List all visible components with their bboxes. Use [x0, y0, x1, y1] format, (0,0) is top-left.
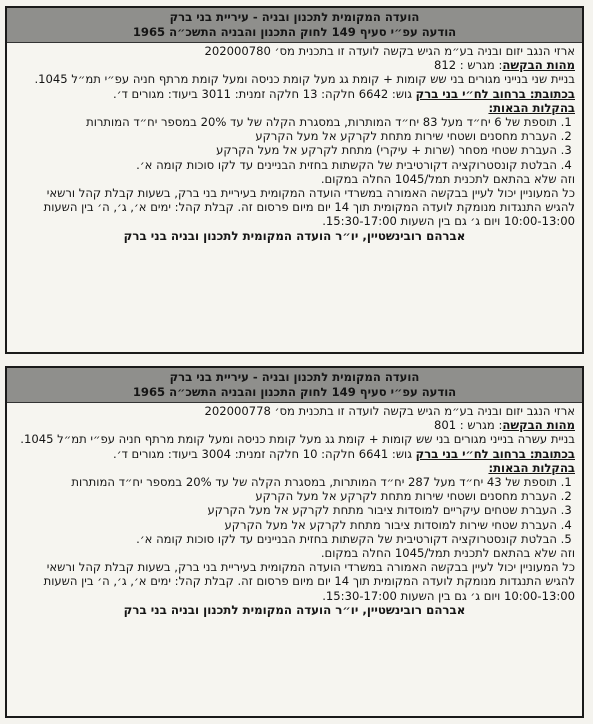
address-label: בכתובת: ברחוב לח״י בני ברק — [415, 86, 575, 101]
header-line-2: הודעה עפ״י סעיף 149 לחוק התכנון והבניה התשכ״ה 1965 — [132, 385, 457, 399]
address-line — [14, 87, 575, 101]
not-matching-text: וזה שלא בהתאם לתכנית תמל/1045 החלה במקום. — [320, 546, 575, 561]
intro-text: ארזי הנגב יזום ובניה בע״מ הגיש בקשה לועדה זו בתכנית מס׳ 202000780 — [204, 44, 575, 58]
address-text: גוש: 6642 חלקה: 13 חלקה זמנית: 3011 ביעוד: מגורים ד׳. — [113, 86, 412, 101]
relief-item: 3. העברת שטחים עיקריים למוסדות ציבור מתחת לקרקע אל מעל הקרקע — [14, 503, 557, 517]
request-label: מהות הבקשה — [502, 418, 575, 433]
reliefs-label: בהקלות הבאות: — [488, 460, 575, 475]
notice-body — [7, 403, 582, 618]
signature: אברהם רובינשטיין, יו״ר הועדה המקומית לתכנון ובניה בני ברק — [123, 602, 466, 617]
reliefs-label: בהקלות הבאות: — [488, 100, 575, 115]
relief-item: 5. הבלטת קונסטרוקציה דקורטיבית של הקשתות בחזית הבניינים עד לקו סוכות קומה א׳. — [14, 532, 557, 546]
request-text: : מגרש : 801 — [433, 418, 503, 433]
notice-body — [7, 43, 582, 244]
description-text: בניית עשרה בנייני מגורים בני שש קומות + קומת גג מעל קומת כניסה ומעל קומת מרתף חניה עפ״י תמ״ל 1045. — [20, 432, 575, 447]
header-line-2: הודעה עפ״י סעיף 149 לחוק התכנון והבניה התשכ״ה 1965 — [132, 25, 457, 39]
closing-text: כל המעוניין יכול לעיין בבקשה האמורה במשרדי הועדה המקומית בעיריית בני ברק, בשעות קבלת קהל ורשאי להגיש התנגדות מנומקת לועדה המקומית תוך 14 יום מיום פרסום זה. קבלת קהל: ימים א׳, ג׳, ה׳ בין השעות 10:00-13:00 ויום ג׳ גם בין השעות 15:30-17:00. — [43, 560, 575, 603]
notice-header — [7, 368, 582, 403]
relief-item: 1. תוספת של 6 יח״ד מעל 83 יח״ד המותרות, במסגרת הקלה של עד 20% במספר יח״ד המותרות — [14, 115, 557, 129]
closing-text: כל המעוניין יכול לעיין בבקשה האמורה במשרדי הועדה המקומית בעיריית בני ברק, בשעות קבלת קהל ורשאי להגיש התנגדות מנומקת לועדה המקומית תוך 14 יום מיום פרסום זה. קבלת קהל: ימים א׳, ג׳, ה׳ בין השעות 10:00-13:00 ויום ג׳ גם בין השעות 15:30-17:00. — [43, 186, 575, 229]
request-line — [14, 418, 575, 432]
relief-item: 2. העברת מחסנים ושטחי שירות מתחת לקרקע אל מעל הקרקע — [14, 489, 557, 503]
relief-item: 3. העברת שטחי מסחר (שרות + עיקרי) מתחת לקרקע אל מעל הקרקע — [14, 143, 557, 157]
relief-item: 4. הבלטת קונסטרוקציה דקורטיבית של הקשתות בחזית הבניינים עד לקו סוכות קומה א׳. — [14, 158, 557, 172]
header-line-1: הועדה המקומית לתכנון ובניה - עיריית בני ברק — [169, 370, 420, 384]
signature: אברהם רובינשטיין, יו״ר הועדה המקומית לתכנון ובניה בני ברק — [123, 228, 466, 243]
notice-2 — [5, 366, 584, 718]
notice-header — [7, 8, 582, 43]
relief-item: 4. העברת שטחי שירות למוסדות ציבור מתחת לקרקע אל מעל הקרקע — [14, 518, 557, 532]
header-line-1: הועדה המקומית לתכנון ובניה - עיריית בני ברק — [169, 10, 420, 24]
address-line — [14, 447, 575, 461]
request-line — [14, 58, 575, 72]
address-label: בכתובת: ברחוב לח״י בני ברק — [415, 446, 575, 461]
description-text: בניית שני בנייני מגורים בני שש קומות + קומת גג מעל קומת כניסה ומעל קומת מרתף חניה עפ״י תמ״ל 1045. — [34, 72, 575, 87]
address-text: גוש: 6641 חלקה: 10 חלקה זמנית: 3004 ביעוד: מגורים ד׳. — [113, 446, 412, 461]
relief-item: 1. תוספת של 43 יח״ד מעל 287 יח״ד המותרות, במסגרת הקלה של עד 20% במספר יח״ד המותרות — [14, 475, 557, 489]
intro-text: ארזי הנגב יזום ובניה בע״מ הגיש בקשה לועדה זו בתכנית מס׳ 202000778 — [204, 404, 575, 418]
reliefs-list — [14, 475, 575, 546]
reliefs-list — [14, 115, 575, 172]
request-label: מהות הבקשה — [502, 58, 575, 73]
not-matching-text: וזה שלא בהתאם לתכנית תמל/1045 החלה במקום. — [320, 171, 575, 186]
notice-1 — [5, 6, 584, 354]
relief-item: 2. העברת מחסנים ושטחי שירות מתחת לקרקע אל מעל הקרקע — [14, 129, 557, 143]
request-text: : מגרש : 812 — [433, 58, 503, 73]
